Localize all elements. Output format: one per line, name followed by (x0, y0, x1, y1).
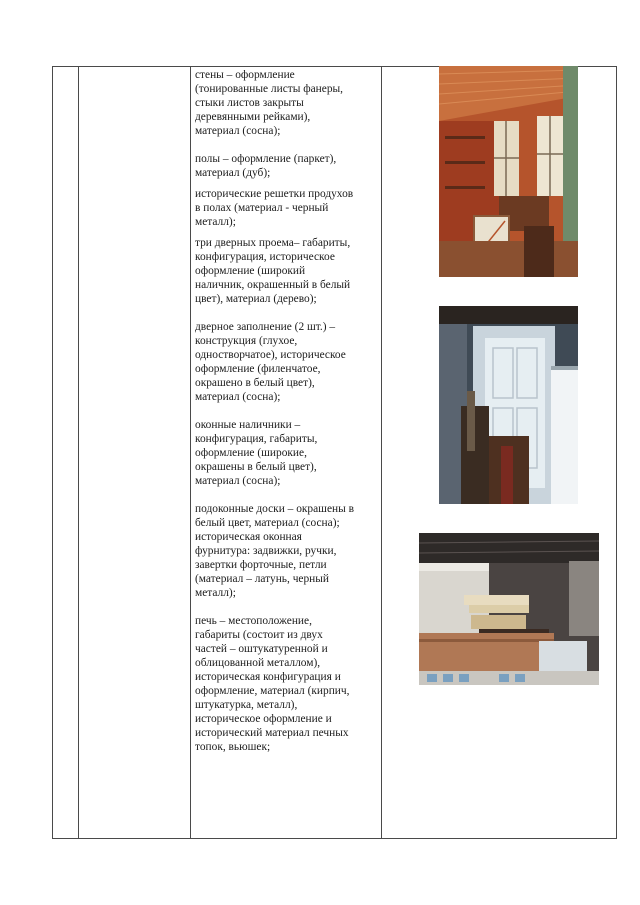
table-col-line-3 (190, 66, 191, 839)
paragraph-window-casings: оконные наличники – конфигурация, габариты, оформление (широкие, окрашены в белый цвет), материал (сосна); (195, 419, 318, 487)
table-col-line-2 (78, 66, 79, 839)
paragraph-door-openings: три дверных проема– габариты, конфигурация, историческое оформление (широкий наличник, окрашенный в белый цвет), материал (дерево); (195, 237, 351, 305)
paragraph-door-fill: дверное заполнение (2 шт.) – конструкция (глухое, одностворчатое), историческое оформление (филенчатое, окрашено в белый цвет), материал (сосна); (195, 321, 346, 403)
table-col-line-5 (616, 66, 617, 839)
paragraph-stove: печь – местоположение, габариты (состоит из двух частей – оштукатуренной и облицованной металлом), историческая конфигурация и оформление, материал (кирпич, штукатурка, металл), историческое оформление и исторический материал печных топок, вьюшек; (195, 615, 350, 753)
table-col-line-1 (52, 66, 53, 839)
table-col-line-4 (381, 66, 382, 839)
photo-stove-area (419, 533, 599, 685)
protected-elements-text (195, 68, 378, 754)
paragraph-floor-vents: исторические решетки продухов в полах (материал - черный металл); (195, 188, 354, 228)
paragraph-floors: полы – оформление (паркет), материал (дуб); (195, 153, 337, 179)
photo-room-interior (439, 66, 578, 277)
paragraph-walls: стены – оформление (тонированные листы фанеры, стыки листов закрыты деревянными рейками), материал (сосна); (195, 69, 344, 137)
table-bottom-border (52, 838, 617, 839)
photo-white-door (439, 306, 578, 504)
paragraph-windowsills: подоконные доски – окрашены в белый цвет, материал (сосна); историческая оконная фурнитура: задвижки, ручки, завертки форточные, петли (материал – латунь, черный металл); (195, 503, 354, 599)
